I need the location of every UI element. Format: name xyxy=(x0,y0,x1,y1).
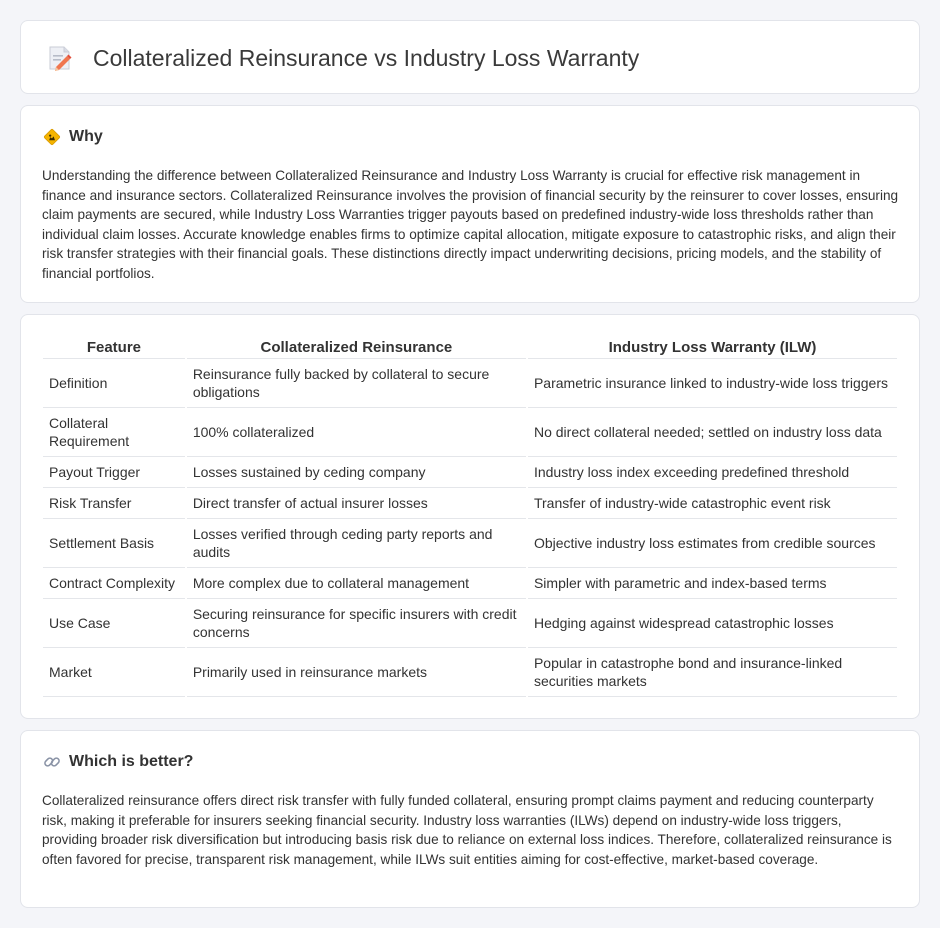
feature-cell: Contract Complexity xyxy=(43,568,185,599)
collateralized-cell: Losses sustained by ceding company xyxy=(187,457,526,488)
title-card xyxy=(20,20,920,94)
feature-cell: Risk Transfer xyxy=(43,488,185,519)
feature-cell: Market xyxy=(43,648,185,697)
collateralized-cell: Reinsurance fully backed by collateral to secure obligations xyxy=(187,359,526,408)
header-industry-loss-warranty: Industry Loss Warranty (ILW) xyxy=(528,335,897,359)
header-collateralized-reinsurance: Collateralized Reinsurance xyxy=(187,335,526,359)
table-row xyxy=(43,359,897,408)
feature-cell: Collateral Requirement xyxy=(43,408,185,457)
comparison-table xyxy=(41,335,899,697)
ilw-cell: Popular in catastrophe bond and insurance-linked securities markets xyxy=(528,648,897,697)
collateralized-cell: Losses verified through ceding party reports and audits xyxy=(187,519,526,568)
collateralized-cell: More complex due to collateral management xyxy=(187,568,526,599)
page-title: Collateralized Reinsurance vs Industry Loss Warranty xyxy=(93,44,640,71)
feature-cell: Definition xyxy=(43,359,185,408)
collateralized-cell: Securing reinsurance for specific insurers with credit concerns xyxy=(187,599,526,648)
which-is-better-section xyxy=(20,730,920,908)
ilw-cell: Transfer of industry-wide catastrophic event risk xyxy=(528,488,897,519)
comparison-section xyxy=(20,314,920,719)
document-pencil-icon xyxy=(45,43,75,73)
ilw-cell: Hedging against widespread catastrophic losses xyxy=(528,599,897,648)
table-row xyxy=(43,568,897,599)
why-text: Understanding the difference between Collateralized Reinsurance and Industry Loss Warranty is crucial for effective risk management in finance and insurance sectors. Collateralized Reinsurance involves the provision of financial security by the reinsurer to cover losses, ensuring claim payments are secured, while Industry Loss Warranties trigger payouts based on predefined industry-wide loss thresholds rather than individual claim losses. Accurate knowledge enables firms to optimize capital allocation, mitigate exposure to catastrophic risks, and align their risk transfer strategies with their financial goals. These distinctions directly impact underwriting decisions, pricing models, and the stability of financial portfolios. xyxy=(42,168,899,281)
why-section xyxy=(20,105,920,303)
feature-cell: Payout Trigger xyxy=(43,457,185,488)
link-icon xyxy=(43,753,61,771)
header-feature: Feature xyxy=(43,335,185,359)
table-header-row xyxy=(43,335,897,359)
ilw-cell: Objective industry loss estimates from credible sources xyxy=(528,519,897,568)
road-sign-icon xyxy=(43,128,61,146)
table-row xyxy=(43,457,897,488)
table-row xyxy=(43,519,897,568)
better-text: Collateralized reinsurance offers direct risk transfer with fully funded collateral, ensuring prompt claims payment and reducing counterparty risk, making it preferable for insurers seeking financial security. Industry loss warranties (ILWs) depend on industry-wide loss triggers, providing broader risk diversification but introducing basis risk due to reliance on external loss indices. Therefore, collateralized reinsurance is often favored for precise, transparent risk management, while ILWs suit entities aiming for cost-effective, market-based coverage. xyxy=(42,793,892,867)
why-heading: Why xyxy=(69,128,103,145)
collateralized-cell: 100% collateralized xyxy=(187,408,526,457)
feature-cell: Use Case xyxy=(43,599,185,648)
ilw-cell: No direct collateral needed; settled on industry loss data xyxy=(528,408,897,457)
feature-cell: Settlement Basis xyxy=(43,519,185,568)
ilw-cell: Simpler with parametric and index-based terms xyxy=(528,568,897,599)
collateralized-cell: Direct transfer of actual insurer losses xyxy=(187,488,526,519)
table-row xyxy=(43,648,897,697)
table-row xyxy=(43,408,897,457)
table-row xyxy=(43,599,897,648)
ilw-cell: Parametric insurance linked to industry-wide loss triggers xyxy=(528,359,897,408)
collateralized-cell: Primarily used in reinsurance markets xyxy=(187,648,526,697)
better-heading: Which is better? xyxy=(69,753,194,770)
table-row xyxy=(43,488,897,519)
ilw-cell: Industry loss index exceeding predefined threshold xyxy=(528,457,897,488)
